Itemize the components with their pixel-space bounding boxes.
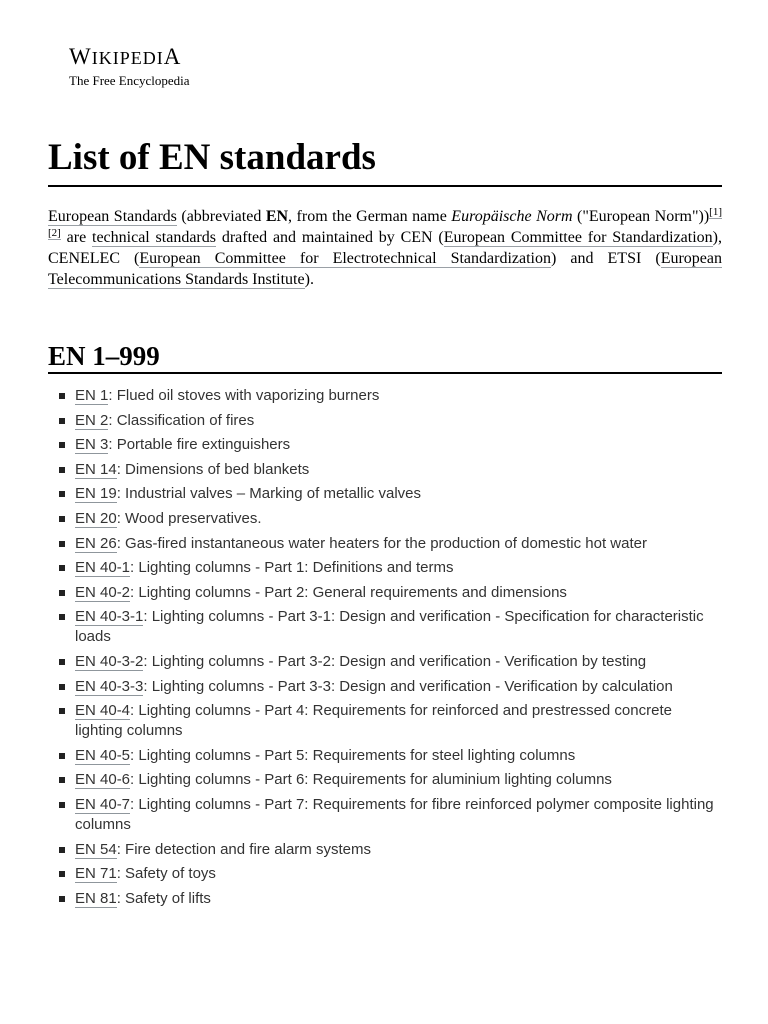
list-item	[48, 460, 722, 480]
list-item	[48, 411, 722, 431]
standard-description: : Lighting columns - Part 4: Requirements for reinforced and prestressed concrete lighting columns	[75, 702, 672, 740]
section-divider	[48, 372, 722, 374]
list-item	[48, 607, 722, 647]
link-technical-standards[interactable]: technical standards	[92, 229, 216, 246]
wikipedia-tagline: The Free Encyclopedia	[69, 73, 190, 88]
standard-description: : Lighting columns - Part 3-2: Design and verification - Verification by testing	[143, 652, 647, 670]
list-item	[48, 701, 722, 741]
link-cen[interactable]: European Committee for Standardization	[443, 229, 713, 246]
bullet-icon	[59, 753, 65, 759]
intro-text: (abbreviated	[176, 208, 266, 225]
intro-text: ("European Norm"))	[572, 208, 710, 225]
list-item	[48, 677, 722, 697]
citation-ref-2[interactable]: [2]	[48, 226, 61, 239]
intro-en-abbreviation: EN	[265, 208, 289, 225]
bullet-icon	[59, 418, 65, 424]
intro-text: ), CENELEC (	[48, 229, 722, 267]
standard-description: : Lighting columns - Part 3-1: Design and verification - Specification for characteristic loads	[75, 608, 704, 646]
standard-description: : Gas-fired instantaneous water heaters for the production of domestic hot water	[116, 534, 647, 552]
standard-link[interactable]: EN 54	[75, 840, 117, 858]
list-item	[48, 509, 722, 529]
list-item	[48, 534, 722, 554]
list-item	[48, 652, 722, 672]
standard-description: : Flued oil stoves with vaporizing burners	[108, 387, 380, 404]
link-etsi[interactable]: European Telecommunications Standards Institute	[48, 250, 722, 288]
link-cenelec[interactable]: European Committee for Electrotechnical Standardization	[139, 250, 551, 267]
standard-description: : Wood preservatives.	[116, 509, 262, 527]
bullet-icon	[59, 541, 65, 547]
standard-description: : Classification of fires	[108, 411, 255, 429]
page-title: List of EN standards	[48, 137, 376, 178]
bullet-icon	[59, 491, 65, 497]
standard-description: : Lighting columns - Part 6: Requirements for aluminium lighting columns	[130, 771, 612, 789]
intro-text: are	[60, 229, 92, 246]
standard-description: : Portable fire extinguishers	[108, 436, 291, 454]
list-item	[48, 889, 722, 909]
standard-link[interactable]: EN 26	[75, 534, 117, 552]
list-item	[48, 484, 722, 504]
wikipedia-wordmark: WIKIPEDIA	[69, 44, 182, 69]
bullet-icon	[59, 708, 65, 714]
standard-link[interactable]: EN 40-5	[75, 746, 131, 764]
bullet-icon	[59, 871, 65, 877]
standard-link[interactable]: EN 40-4	[75, 702, 131, 720]
standard-description: : Industrial valves – Marking of metallic valves	[116, 485, 421, 503]
bullet-icon	[59, 565, 65, 571]
list-item	[48, 583, 722, 603]
bullet-icon	[59, 896, 65, 902]
bullet-icon	[59, 442, 65, 448]
standard-link[interactable]: EN 2	[75, 411, 109, 429]
wikipedia-logo[interactable]	[69, 44, 190, 88]
bullet-icon	[59, 659, 65, 665]
standard-description: : Lighting columns - Part 7: Requirements for fibre reinforced polymer composite lighting columns	[75, 795, 714, 833]
bullet-icon	[59, 393, 65, 399]
standard-description: : Safety of lifts	[116, 889, 211, 907]
standard-link[interactable]: EN 14	[75, 460, 117, 478]
intro-german-name: Europäische Norm	[451, 208, 573, 225]
title-divider	[48, 185, 722, 187]
intro-text: ).	[304, 271, 314, 288]
standard-link[interactable]: EN 40-3-3	[75, 677, 144, 695]
list-item	[48, 435, 722, 455]
bullet-icon	[59, 777, 65, 783]
intro-paragraph	[48, 206, 722, 290]
list-item	[48, 386, 722, 406]
standard-link[interactable]: EN 40-1	[75, 559, 131, 577]
list-item	[48, 558, 722, 578]
standard-description: : Safety of toys	[116, 865, 216, 883]
standard-description: : Lighting columns - Part 1: Definitions and terms	[130, 559, 454, 577]
bullet-icon	[59, 684, 65, 690]
standard-link[interactable]: EN 40-2	[75, 583, 131, 601]
standard-description: : Fire detection and fire alarm systems	[116, 840, 371, 858]
citation-ref-1[interactable]: [1]	[709, 205, 722, 218]
list-item	[48, 795, 722, 835]
standard-link[interactable]: EN 40-3-2	[75, 652, 144, 670]
standard-link[interactable]: EN 71	[75, 865, 117, 883]
standard-link[interactable]: EN 40-7	[75, 795, 131, 813]
bullet-icon	[59, 590, 65, 596]
list-item	[48, 770, 722, 790]
bullet-icon	[59, 516, 65, 522]
standard-description: : Lighting columns - Part 2: General requirements and dimensions	[130, 583, 567, 601]
standard-description: : Lighting columns - Part 5: Requirements for steel lighting columns	[130, 746, 576, 764]
standard-link[interactable]: EN 19	[75, 485, 117, 503]
standard-link[interactable]: EN 40-3-1	[75, 608, 144, 626]
bullet-icon	[59, 614, 65, 620]
standard-link[interactable]: EN 40-6	[75, 771, 131, 789]
link-european-standards[interactable]: European Standards	[48, 208, 177, 225]
list-item	[48, 746, 722, 766]
standards-list	[48, 386, 722, 913]
intro-text: , from the German name	[288, 208, 452, 225]
bullet-icon	[59, 802, 65, 808]
intro-text: drafted and maintained by CEN (	[216, 229, 444, 246]
standard-description: : Dimensions of bed blankets	[116, 460, 310, 478]
standard-link[interactable]: EN 81	[75, 889, 117, 907]
standard-link[interactable]: EN 20	[75, 509, 117, 527]
list-item	[48, 864, 722, 884]
intro-text: ) and ETSI (	[551, 250, 661, 267]
standard-link[interactable]: EN 1	[75, 387, 109, 404]
section-heading: EN 1–999	[48, 341, 160, 371]
bullet-icon	[59, 467, 65, 473]
bullet-icon	[59, 847, 65, 853]
standard-description: : Lighting columns - Part 3-3: Design and verification - Verification by calculation	[143, 677, 673, 695]
standard-link[interactable]: EN 3	[75, 436, 109, 454]
list-item	[48, 840, 722, 860]
